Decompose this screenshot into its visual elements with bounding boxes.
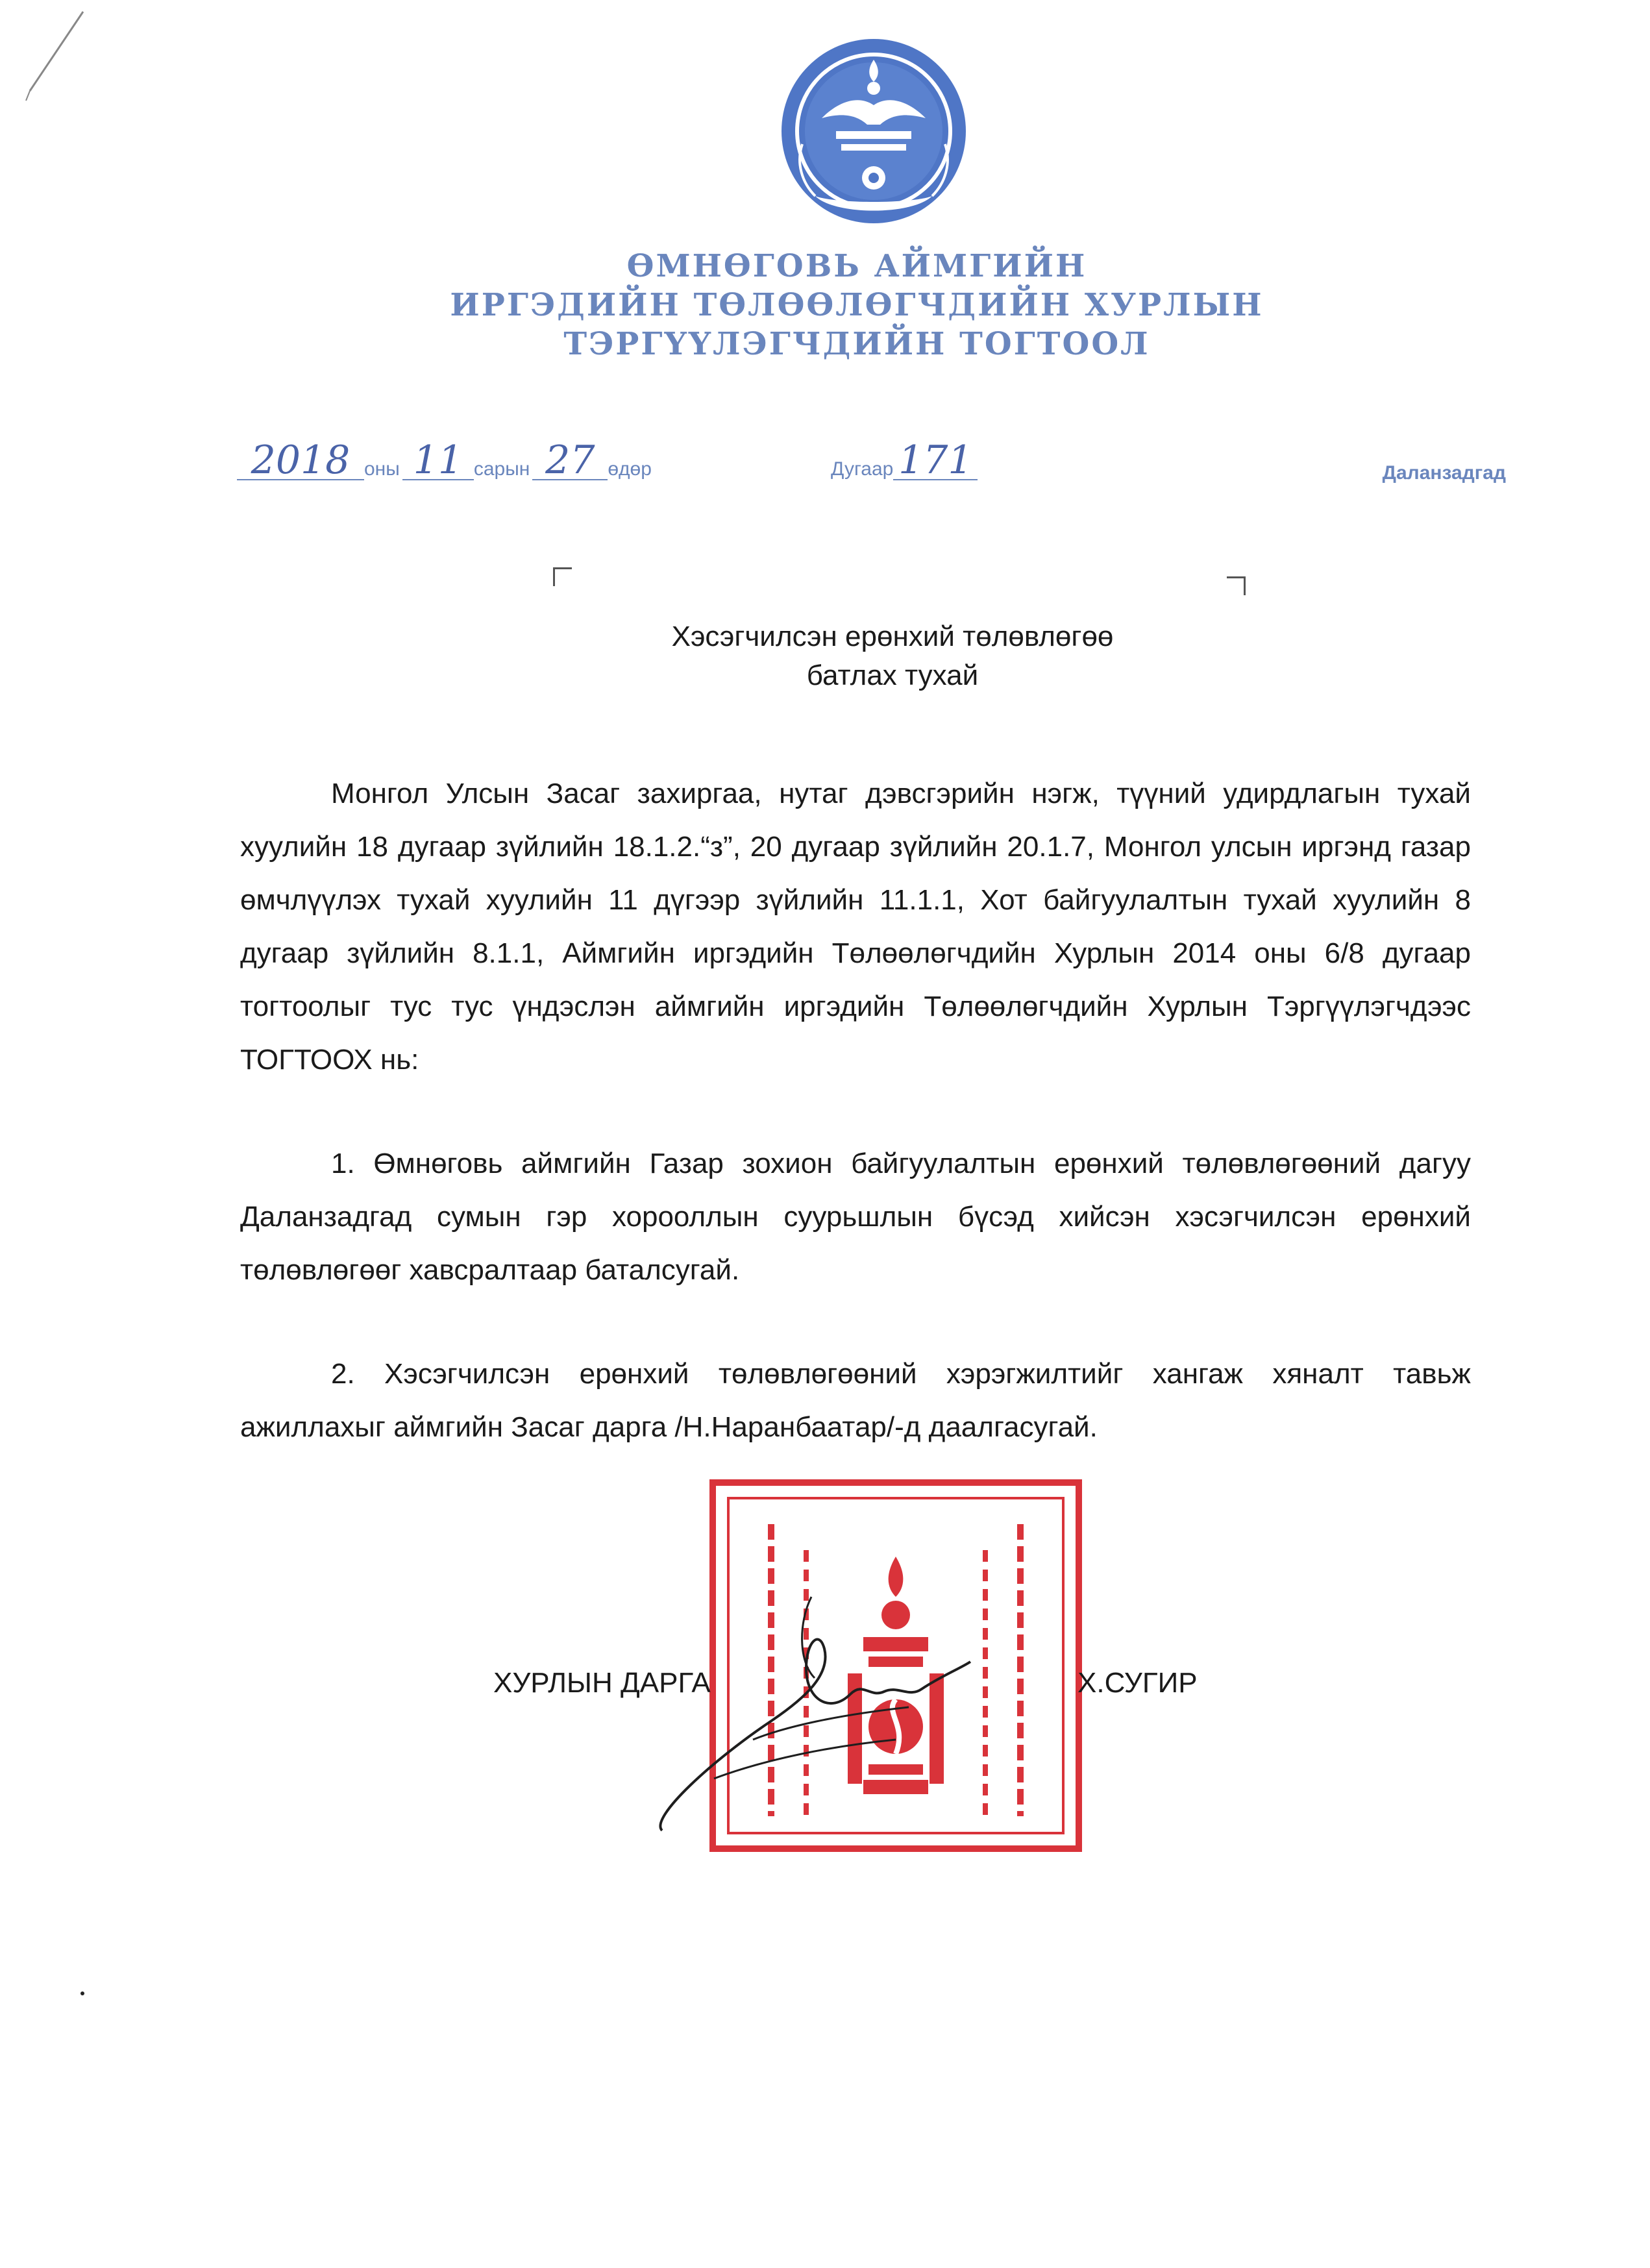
month-value: 11 [402, 441, 474, 480]
org-name-line-1: ӨМНӨГОВЬ АЙМГИЙН [626, 248, 1087, 284]
subject-line-1: Хэсэгчилсэн ерөнхий төлөвлөгөө [671, 621, 1114, 652]
pen-mark [18, 6, 96, 104]
mongolia-state-emblem-icon [776, 34, 971, 228]
clause-1: 1. Өмнөговь аймгийн Газар зохион байгуулалтын ерөнхий төлөвлөгөөний дагуу Даланзадгад сумын гэр хорооллын суурьшлын бүсэд хийсэн хэсэгчилсэн ерөнхий төлөвлөгөөг хавсралтаар баталсугай. [240, 1148, 1471, 1286]
day-suffix: өдөр [608, 458, 652, 480]
number-line [831, 438, 1090, 487]
document-type-title: ТЭРГҮҮЛЭГЧДИЙН ТОГТООЛ [563, 326, 1150, 362]
signatory-title: ХУРЛЫН ДАРГА [493, 1667, 711, 1699]
signatory-name: Х.СУГИР [1077, 1667, 1198, 1699]
day-value: 27 [532, 441, 608, 480]
place-name: Даланзадгад [1382, 462, 1506, 484]
date-line [237, 438, 756, 487]
year-suffix: оны [364, 458, 400, 480]
month-suffix: сарын [473, 458, 530, 480]
org-name-line-2: ИРГЭДИЙН ТӨЛӨӨЛӨГЧДИЙН ХУРЛЫН [450, 287, 1264, 323]
number-label: Дугаар [831, 458, 894, 480]
clause-2: 2. Хэсэгчилсэн ерөнхий төлөвлөгөөний хэрэгжилтийг хангаж хяналт тавьж ажиллахыг аймгийн Засаг дарга /Н.Наранбаатар/-д даалгасугай. [240, 1358, 1471, 1443]
handwritten-signature-icon [636, 1545, 974, 1843]
number-value: 171 [893, 441, 978, 480]
preamble-paragraph: Монгол Улсын Засаг захиргаа, нутаг дэвсгэрийн нэгж, түүний удирдлагын тухай хуулийн 18 дугаар зүйлийн 18.1.2.“з”, 20 дугаар зүйлийн 20.1.7, Монгол улсын иргэнд газар өмчлүүлэх тухай хуулийн 11 дүгээр зүйлийн 11.1.1, Хот байгуулалтын тухай хуулийн 8 дугаар зүйлийн 8.1.1, Аймгийн иргэдийн Төлөөлөгчдийн Хурлын 2014 оны 6/8 дугаар тогтоолыг тус тус үндэслэн аймгийн иргэдийн Төлөөлөгчдийн Хурлын Тэргүүлэгчдээс ТОГТООХ нь: [240, 778, 1471, 1076]
scan-speck [80, 1991, 84, 1995]
year-value: 2018 [237, 441, 364, 480]
subject-line-2: батлах тухай [806, 659, 979, 691]
address-bracket-right [1227, 576, 1246, 595]
address-bracket-left [553, 567, 572, 586]
